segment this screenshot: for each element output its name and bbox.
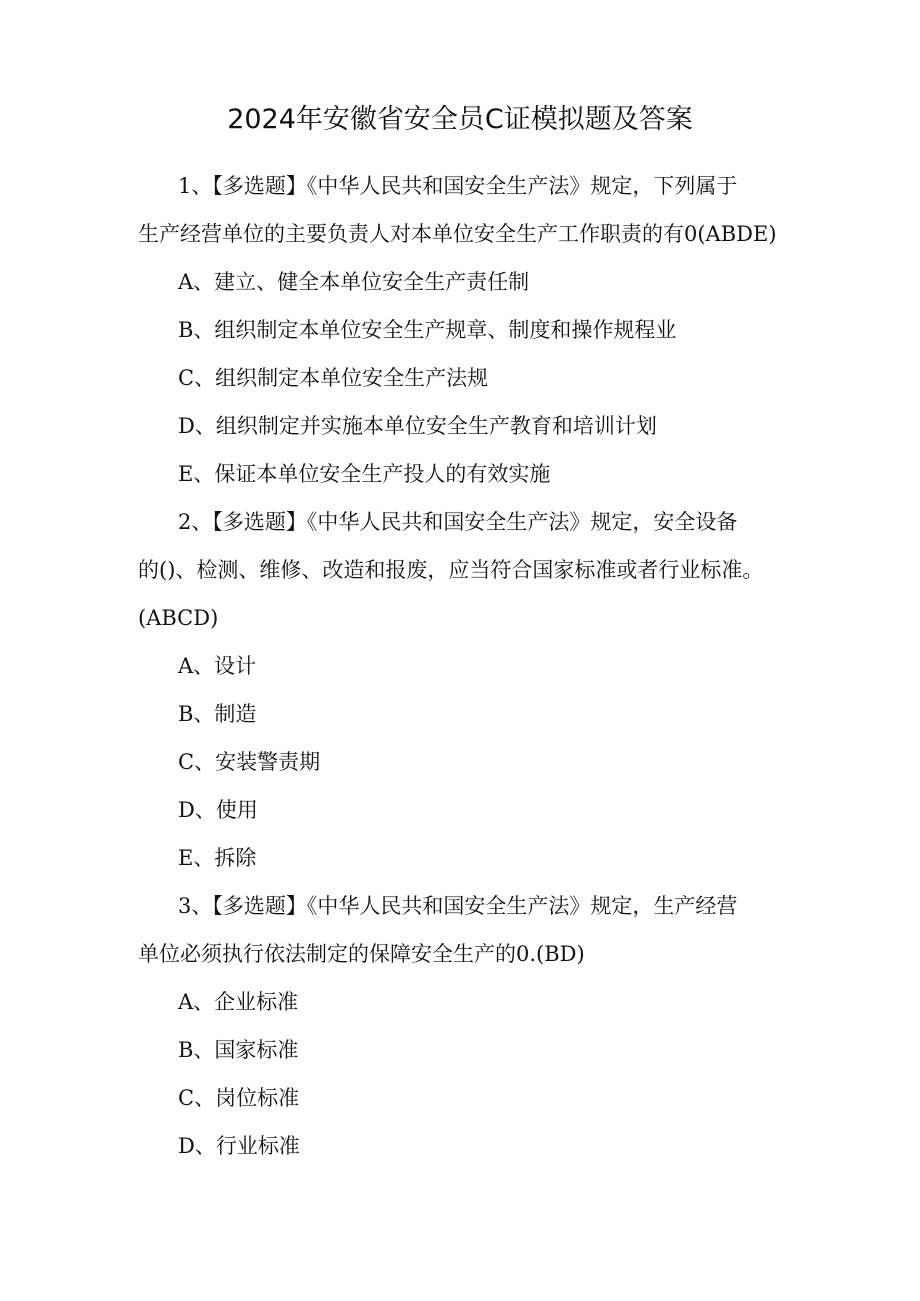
question-2-line-1: 2、【多选题】《中华人民共和国安全生产法》规定，安全设备 (178, 510, 738, 534)
question-1-option-e: E、保证本单位安全生产投人的有效实施 (178, 462, 551, 486)
document-title: 2024年安徽省安全员C证模拟题及答案 (227, 104, 693, 135)
question-1-option-c: C、组织制定本单位安全生产法规 (178, 366, 489, 390)
question-2-option-a: A、设计 (178, 654, 257, 678)
question-3-option-d: D、行业标准 (178, 1134, 300, 1158)
question-1-option-d: D、组织制定并实施本单位安全生产教育和培训计划 (178, 414, 657, 438)
question-3-option-c: C、岗位标准 (178, 1086, 300, 1110)
question-1-option-b: B、组织制定本单位安全生产规章、制度和操作规程业 (178, 318, 677, 342)
question-1-line-2: 生产经营单位的主要负责人对本单位安全生产工作职责的有0(ABDE) (138, 222, 777, 246)
question-2-option-e: E、拆除 (178, 846, 257, 870)
question-3-line-1: 3、【多选题】《中华人民共和国安全生产法》规定，生产经营 (178, 894, 738, 918)
question-3-option-a: A、企业标准 (178, 990, 299, 1014)
question-2-line-2: 的()、检测、维修、改造和报废，应当符合国家标准或者行业标准。 (138, 558, 764, 582)
question-2-option-d: D、使用 (178, 798, 258, 822)
question-3-line-2: 单位必须执行依法制定的保障安全生产的0.(BD) (138, 942, 585, 966)
question-1-line-1: 1、【多选题】《中华人民共和国安全生产法》规定，下列属于 (178, 174, 738, 198)
question-2-option-c: C、安装警责期 (178, 750, 321, 774)
question-3-option-b: B、国家标准 (178, 1038, 299, 1062)
question-2-option-b: B、制造 (178, 702, 257, 726)
question-1-option-a: A、建立、健全本单位安全生产责任制 (178, 270, 530, 294)
question-2-line-3: (ABCD) (138, 606, 219, 630)
